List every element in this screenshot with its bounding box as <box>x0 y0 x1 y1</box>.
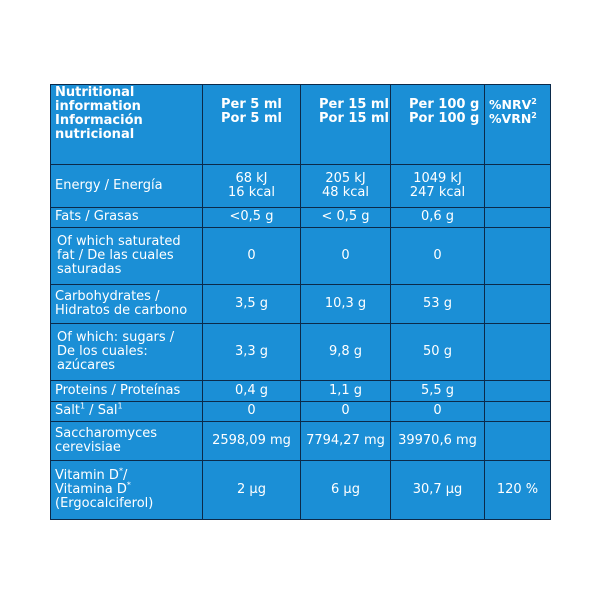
cell-nrv: 120 % <box>485 460 551 519</box>
header-col-line: Por 100 g <box>409 111 480 126</box>
vitamin-d-line-2: Vitamina D* <box>55 480 131 497</box>
cell-value: < 0,5 g <box>301 207 391 227</box>
row-label-saccharomyces: Saccharomyces cerevisiae <box>51 421 203 460</box>
header-label-cell <box>51 85 203 165</box>
row-label-proteins: Proteins / Proteínas <box>51 381 203 401</box>
header-col-line: Por 15 ml <box>319 111 390 126</box>
header-per-100g-cell <box>391 85 485 165</box>
cell-value: <0,5 g <box>203 207 301 227</box>
salt-label-text: Salt$^1$ / Sal$^1$ <box>55 401 123 419</box>
header-per-15ml-cell <box>301 85 391 165</box>
header-label-line: Nutritional <box>55 85 135 100</box>
cell-value: 7794,27 mg <box>301 421 391 460</box>
table-row <box>51 421 551 460</box>
header-label-line: nutricional <box>55 127 135 142</box>
cell-value: 0,4 g <box>203 381 301 401</box>
header-col-line: Per 100 g <box>409 97 480 112</box>
header-label-line: Información <box>55 113 143 128</box>
header-nrv-cell <box>485 85 551 165</box>
table-row <box>51 164 551 207</box>
table-row <box>51 381 551 401</box>
header-row <box>51 85 551 165</box>
cell-value: 0 <box>391 401 485 421</box>
cell-value: 5,5 g <box>391 381 485 401</box>
cell-nrv <box>485 207 551 227</box>
cell-value: 10,3 g <box>301 285 391 324</box>
row-label-carbohydrates: Carbohydrates / Hidratos de carbono <box>51 285 203 324</box>
cell-value: 2598,09 mg <box>203 421 301 460</box>
nutrition-table <box>50 84 551 520</box>
header-label-line: information <box>55 99 141 114</box>
cell-nrv <box>485 323 551 380</box>
cell-value: 53 g <box>391 285 485 324</box>
cell-value: 50 g <box>391 323 485 380</box>
cell-value: 0 <box>203 401 301 421</box>
cell-value: 6 µg <box>301 460 391 519</box>
cell-value: 0 <box>301 401 391 421</box>
table-row <box>51 401 551 421</box>
row-label-saturated: Of which saturated fat / De las cuales saturadas <box>51 227 203 284</box>
table-row <box>51 323 551 380</box>
cell-value: 0 <box>203 227 301 284</box>
header-col-line: Per 15 ml <box>319 97 389 112</box>
cell-value: 3,3 g <box>203 323 301 380</box>
table-row <box>51 460 551 519</box>
table-row <box>51 285 551 324</box>
cell-value: 2 µg <box>203 460 301 519</box>
header-nrv-line: %NRV$^2$ <box>489 96 537 112</box>
row-label-fats: Fats / Grasas <box>51 207 203 227</box>
row-label-sugars: Of which: sugars / De los cuales: azúcares <box>51 323 203 380</box>
cell-value: 1049 kJ 247 kcal <box>391 164 485 207</box>
cell-value: 205 kJ 48 kcal <box>301 164 391 207</box>
cell-value: 9,8 g <box>301 323 391 380</box>
cell-value: 30,7 µg <box>391 460 485 519</box>
vitamin-d-line-1: Vitamin D*/ <box>55 466 128 483</box>
cell-value: 0,6 g <box>391 207 485 227</box>
header-per-5ml-cell <box>203 85 301 165</box>
row-label-energy: Energy / Energía <box>51 164 203 207</box>
cell-value: 0 <box>391 227 485 284</box>
table-row <box>51 227 551 284</box>
nutrition-table-container <box>50 84 550 520</box>
header-col-line: Por 5 ml <box>221 111 282 126</box>
table-row <box>51 207 551 227</box>
cell-nrv <box>485 164 551 207</box>
cell-nrv <box>485 401 551 421</box>
cell-value: 1,1 g <box>301 381 391 401</box>
header-vrn-line: %VRN$^2$ <box>489 110 537 126</box>
cell-nrv <box>485 227 551 284</box>
header-col-line: Per 5 ml <box>221 97 282 112</box>
cell-nrv <box>485 285 551 324</box>
cell-value: 39970,6 mg <box>391 421 485 460</box>
cell-value: 3,5 g <box>203 285 301 324</box>
cell-value: 68 kJ 16 kcal <box>203 164 301 207</box>
row-label-salt <box>51 401 203 421</box>
row-label-vitamin-d: Vitamin D*/ Vitamina D* (Ergocalciferol) <box>51 460 203 519</box>
cell-nrv <box>485 421 551 460</box>
cell-nrv <box>485 381 551 401</box>
cell-value: 0 <box>301 227 391 284</box>
